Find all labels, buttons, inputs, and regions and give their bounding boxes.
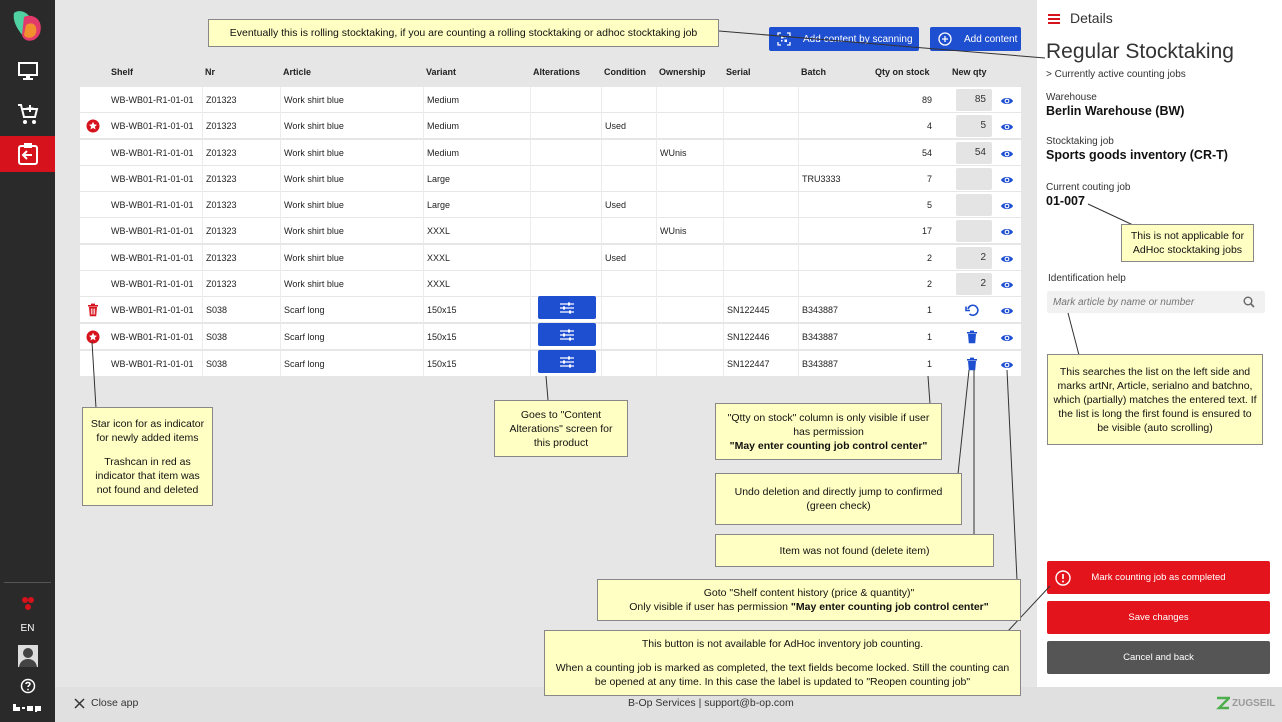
history-view-button[interactable] xyxy=(1000,225,1014,243)
eye-icon xyxy=(1000,332,1014,344)
identification-help-label: Identification help xyxy=(1048,273,1126,284)
panel-header: Details xyxy=(1070,10,1113,26)
cell-shelf: WB-WB01-R1-01-01 xyxy=(111,95,194,105)
breadcrumb[interactable]: > Currently active counting jobs xyxy=(1046,69,1186,80)
cell-batch xyxy=(798,218,868,244)
cell-batch: TRU3333 xyxy=(798,166,868,192)
history-view-button[interactable] xyxy=(1000,304,1014,322)
cell-article: Work shirt blue xyxy=(280,87,423,113)
cell-qty: 1 xyxy=(926,332,932,342)
cell-qty: 17 xyxy=(921,226,932,236)
new-qty-input[interactable]: 2 xyxy=(956,247,992,269)
bop-logo xyxy=(0,700,55,714)
add-by-scanning-label: Add content by scanning xyxy=(803,33,913,45)
cell-variant: Medium xyxy=(423,140,530,166)
cell-alterations xyxy=(530,87,601,113)
cell-variant: XXXL xyxy=(423,271,530,297)
identification-search-box[interactable] xyxy=(1047,291,1265,313)
note-qty-text: "Qtty on stock" column is only visible if user has permission xyxy=(727,411,930,438)
cell-shelf: WB-WB01-R1-01-01 xyxy=(111,174,194,184)
cell-condition xyxy=(601,297,656,323)
sliders-icon xyxy=(559,328,575,342)
qr-scan-icon xyxy=(777,32,791,46)
note-search xyxy=(1047,354,1263,445)
zugseil-logo xyxy=(1216,696,1275,710)
eye-icon xyxy=(1000,305,1014,317)
cell-shelf: WB-WB01-R1-01-01 xyxy=(111,148,194,158)
cell-article: Work shirt blue xyxy=(280,140,423,166)
note-complete-button xyxy=(544,630,1021,696)
cell-variant: Large xyxy=(423,192,530,218)
col-header-nr[interactable]: Nr xyxy=(205,67,216,77)
history-view-button[interactable] xyxy=(1000,358,1014,376)
history-view-button[interactable] xyxy=(1000,199,1014,217)
eye-icon xyxy=(1000,279,1014,291)
cell-nr: Z01323 xyxy=(202,271,280,297)
identification-search-input[interactable] xyxy=(1047,291,1237,313)
new-qty-input[interactable] xyxy=(956,194,992,216)
history-view-button[interactable] xyxy=(1000,278,1014,296)
cell-qty: 7 xyxy=(926,174,932,184)
cell-variant: Medium xyxy=(423,87,530,113)
cell-batch: B343887 xyxy=(798,351,868,377)
cell-shelf: WB-WB01-R1-01-01 xyxy=(111,121,194,131)
delete-item-button[interactable] xyxy=(965,357,979,376)
cell-ownership xyxy=(656,297,723,323)
cell-batch: B343887 xyxy=(798,297,868,323)
table-row[interactable] xyxy=(80,351,1021,377)
cell-nr: S038 xyxy=(202,324,280,350)
cell-variant: XXXL xyxy=(423,218,530,244)
mark-completed-button[interactable] xyxy=(1047,561,1270,594)
new-item-star-icon xyxy=(86,119,100,133)
cell-nr: S038 xyxy=(202,297,280,323)
table-row[interactable] xyxy=(80,245,1021,271)
cell-alterations xyxy=(530,113,601,139)
cell-alterations xyxy=(530,140,601,166)
history-view-button[interactable] xyxy=(1000,252,1014,270)
eye-icon xyxy=(1000,148,1014,160)
cell-qty: 1 xyxy=(926,305,932,315)
new-qty-input[interactable]: 85 xyxy=(956,89,992,111)
cell-shelf: WB-WB01-R1-01-01 xyxy=(111,200,194,210)
cell-nr: S038 xyxy=(202,351,280,377)
page-title: Regular Stocktaking xyxy=(1046,40,1234,63)
note-button-line2: When a counting job is marked as completed, the text fields become locked. Still the counting can be opened at any time. In this case the label is updated to "Reopen counting job" xyxy=(555,662,1010,688)
new-item-star-icon xyxy=(86,330,100,344)
col-header-article[interactable]: Article xyxy=(283,67,312,77)
eye-icon xyxy=(1000,121,1014,133)
new-qty-input[interactable]: 2 xyxy=(956,273,992,295)
cell-variant: Medium xyxy=(423,113,530,139)
monitor-icon[interactable] xyxy=(0,56,55,86)
cell-article: Work shirt blue xyxy=(280,166,423,192)
cell-article: Scarf long xyxy=(280,324,423,350)
save-changes-button[interactable] xyxy=(1047,601,1270,634)
warehouse-value: Berlin Warehouse (BW) xyxy=(1046,104,1185,118)
note-alterations-text: Goes to "Content Alterations" screen for this product xyxy=(509,408,613,449)
col-header-new-qty[interactable]: New qty xyxy=(952,67,987,77)
cell-variant: 150x15 xyxy=(423,351,530,377)
counting-job-value: 01-007 xyxy=(1046,194,1085,208)
counting-job-label: Current couting job xyxy=(1046,182,1131,193)
col-header-ownership[interactable]: Ownership xyxy=(659,67,706,77)
undo-icon xyxy=(965,303,979,317)
eye-icon xyxy=(1000,359,1014,371)
cell-condition xyxy=(601,324,656,350)
note-alterations xyxy=(494,400,628,457)
row-status-indicator xyxy=(86,119,100,138)
alterations-button[interactable] xyxy=(538,350,596,373)
cell-variant: 150x15 xyxy=(423,324,530,350)
cell-alterations xyxy=(530,218,601,244)
cell-serial xyxy=(723,192,798,218)
add-by-scanning-button[interactable] xyxy=(769,27,919,51)
cancel-back-label: Cancel and back xyxy=(1123,652,1194,663)
cell-ownership: WUnis xyxy=(656,218,723,244)
brand-name: ZUGSEIL xyxy=(1232,697,1276,709)
cell-serial xyxy=(723,218,798,244)
cell-shelf: WB-WB01-R1-01-01 xyxy=(111,279,194,289)
cell-ownership xyxy=(656,166,723,192)
cell-condition xyxy=(601,351,656,377)
cell-ownership: WUnis xyxy=(656,140,723,166)
app-logo xyxy=(0,8,55,46)
new-qty-input[interactable] xyxy=(956,168,992,190)
note-undo-text: Undo deletion and directly jump to confirmed (green check) xyxy=(734,486,943,512)
cell-nr: Z01323 xyxy=(202,192,280,218)
cell-variant: 150x15 xyxy=(423,297,530,323)
cell-article: Work shirt blue xyxy=(280,218,423,244)
new-qty-input[interactable]: 5 xyxy=(956,115,992,137)
note-not-found-text: Item was not found (delete item) xyxy=(779,544,930,557)
eye-icon xyxy=(1000,174,1014,186)
stocktaking-nav-item[interactable] xyxy=(0,136,55,172)
cell-batch xyxy=(798,245,868,271)
cell-article: Work shirt blue xyxy=(280,192,423,218)
cell-batch xyxy=(798,140,868,166)
note-qty-bold: "May enter counting job control center" xyxy=(729,439,928,452)
cell-qty: 2 xyxy=(926,253,932,263)
cell-article: Work shirt blue xyxy=(280,271,423,297)
note-goto-history xyxy=(597,579,1021,621)
note-rolling-stocktaking xyxy=(208,19,719,47)
cancel-back-button[interactable] xyxy=(1047,641,1270,674)
cell-serial xyxy=(723,271,798,297)
new-qty-input[interactable]: 54 xyxy=(956,142,992,164)
note-button-line1: This button is not available for AdHoc inventory job counting. xyxy=(641,638,924,650)
cell-serial xyxy=(723,140,798,166)
table-row[interactable] xyxy=(80,192,1021,218)
cell-qty: 54 xyxy=(921,148,932,158)
add-content-button[interactable] xyxy=(930,27,1021,51)
eye-icon xyxy=(1000,253,1014,265)
table-row[interactable] xyxy=(80,87,1021,113)
table-row[interactable] xyxy=(80,166,1021,192)
delete-item-icon xyxy=(965,357,979,371)
row-status-indicator xyxy=(86,303,100,322)
save-changes-label: Save changes xyxy=(1128,612,1189,623)
cell-batch: B343887 xyxy=(798,324,868,350)
cell-nr: Z01323 xyxy=(202,166,280,192)
close-app-label: Close app xyxy=(91,697,139,709)
table-row[interactable] xyxy=(80,324,1021,350)
delete-item-button[interactable] xyxy=(965,330,979,349)
cell-condition: Used xyxy=(601,113,656,139)
history-view-button[interactable] xyxy=(1000,120,1014,138)
new-qty-input[interactable] xyxy=(956,220,992,242)
cell-batch xyxy=(798,87,868,113)
history-view-button[interactable] xyxy=(1000,147,1014,165)
add-content-label: Add content xyxy=(964,33,1018,45)
note-goto-bold: "May enter counting job control center" xyxy=(790,601,989,613)
cell-article: Scarf long xyxy=(280,351,423,377)
col-header-batch[interactable]: Batch xyxy=(801,67,827,77)
stocktaking-job-label: Stocktaking job xyxy=(1046,136,1114,147)
cell-alterations xyxy=(530,245,601,271)
history-view-button[interactable] xyxy=(1000,331,1014,349)
cell-ownership xyxy=(656,192,723,218)
cell-alterations xyxy=(530,166,601,192)
eye-icon xyxy=(1000,200,1014,212)
cell-serial xyxy=(723,166,798,192)
note-icons xyxy=(82,407,213,506)
note-goto-line1: Goto "Shelf content history (price & quantity)" xyxy=(703,587,915,599)
note-trash-text: Trashcan in red as indicator that item was not found and deleted xyxy=(95,455,200,496)
col-header-condition[interactable]: Condition xyxy=(604,67,646,77)
user-avatar[interactable] xyxy=(0,644,55,668)
eye-icon xyxy=(1000,95,1014,107)
cell-condition: Used xyxy=(601,245,656,271)
cell-condition: Used xyxy=(601,192,656,218)
cell-condition xyxy=(601,140,656,166)
cell-serial xyxy=(723,245,798,271)
cell-ownership xyxy=(656,324,723,350)
cell-shelf: WB-WB01-R1-01-01 xyxy=(111,359,194,369)
close-app-button[interactable] xyxy=(74,697,138,709)
note-qty-stock xyxy=(715,403,942,460)
help-icon[interactable] xyxy=(0,676,55,696)
note-not-found xyxy=(715,534,994,567)
cell-serial xyxy=(723,113,798,139)
table-row[interactable] xyxy=(80,297,1021,323)
cell-serial xyxy=(723,87,798,113)
stocktaking-job-value: Sports goods inventory (CR-T) xyxy=(1046,148,1228,162)
cell-serial: SN122446 xyxy=(723,324,798,350)
cell-qty: 1 xyxy=(926,359,932,369)
cart-add-icon[interactable] xyxy=(0,98,55,130)
cell-shelf: WB-WB01-R1-01-01 xyxy=(111,305,194,315)
cell-nr: Z01323 xyxy=(202,87,280,113)
cell-condition xyxy=(601,218,656,244)
cell-shelf: WB-WB01-R1-01-01 xyxy=(111,253,194,263)
close-icon xyxy=(74,698,85,709)
cell-article: Work shirt blue xyxy=(280,113,423,139)
deleted-trash-icon xyxy=(86,303,100,317)
cell-ownership xyxy=(656,87,723,113)
side-nav xyxy=(0,0,55,722)
cell-ownership xyxy=(656,113,723,139)
warehouse-label: Warehouse xyxy=(1046,92,1097,103)
cell-variant: Large xyxy=(423,166,530,192)
cell-qty: 5 xyxy=(926,200,932,210)
cell-article: Scarf long xyxy=(280,297,423,323)
note-goto-line2: Only visible if user has permission xyxy=(629,601,788,613)
table-row[interactable] xyxy=(80,218,1021,244)
table-row[interactable] xyxy=(80,113,1021,139)
alterations-button[interactable] xyxy=(538,296,596,319)
cell-variant: XXXL xyxy=(423,245,530,271)
cell-alterations xyxy=(530,271,601,297)
cell-shelf: WB-WB01-R1-01-01 xyxy=(111,226,194,236)
col-header-variant[interactable]: Variant xyxy=(426,67,457,77)
table-row[interactable] xyxy=(80,271,1021,297)
note-undo xyxy=(715,473,962,525)
cell-serial: SN122447 xyxy=(723,351,798,377)
mark-completed-label: Mark counting job as completed xyxy=(1091,572,1226,583)
cell-alterations xyxy=(530,192,601,218)
nav-divider xyxy=(4,582,51,583)
search-icon[interactable] xyxy=(1243,296,1255,308)
col-header-shelf[interactable]: Shelf xyxy=(111,67,134,77)
note-adhoc-text: This is not applicable for AdHoc stocktaking jobs xyxy=(1130,230,1245,256)
cell-qty: 4 xyxy=(926,121,932,131)
menu-icon[interactable] xyxy=(1047,13,1061,25)
cell-batch xyxy=(798,113,868,139)
sliders-icon xyxy=(559,301,575,315)
note-search-text: This searches the list on the left side and marks artNr, Article, serialno and batchno, which (partially) matches the entered text. If the list is long the first found is ensured to be visible (auto scrolling) xyxy=(1053,365,1257,434)
undo-deletion-button[interactable] xyxy=(965,303,979,322)
cell-batch xyxy=(798,192,868,218)
cell-qty: 89 xyxy=(921,95,932,105)
note-rolling-text: Eventually this is rolling stocktaking, if you are counting a rolling stocktaking or adhoc stocktaking job xyxy=(229,27,698,39)
sliders-icon xyxy=(559,355,575,369)
cell-nr: Z01323 xyxy=(202,140,280,166)
language-switch[interactable]: EN xyxy=(20,622,35,634)
cell-article: Work shirt blue xyxy=(280,245,423,271)
alterations-button[interactable] xyxy=(538,323,596,346)
footer-support-text: B-Op Services | support@b-op.com xyxy=(628,697,794,709)
col-header-qty-on-stock[interactable]: Qty on stock xyxy=(875,67,930,77)
cell-serial: SN122445 xyxy=(723,297,798,323)
cell-ownership xyxy=(656,351,723,377)
plus-circle-icon xyxy=(938,32,952,46)
row-status-indicator xyxy=(86,330,100,349)
history-view-button[interactable] xyxy=(1000,94,1014,112)
cell-condition xyxy=(601,166,656,192)
logo-dots-icon xyxy=(0,594,55,614)
cell-nr: Z01323 xyxy=(202,218,280,244)
table-row[interactable] xyxy=(80,140,1021,166)
cell-shelf: WB-WB01-R1-01-01 xyxy=(111,332,194,342)
col-header-alterations[interactable]: Alterations xyxy=(533,67,581,77)
note-star-text: Star icon for as indicator for newly added items xyxy=(90,417,205,444)
cell-ownership xyxy=(656,271,723,297)
cell-nr: Z01323 xyxy=(202,245,280,271)
eye-icon xyxy=(1000,226,1014,238)
delete-item-icon xyxy=(965,330,979,344)
alert-circle-icon xyxy=(1055,570,1071,586)
cell-condition xyxy=(601,271,656,297)
cell-batch xyxy=(798,271,868,297)
note-adhoc xyxy=(1121,224,1254,262)
cell-qty: 2 xyxy=(926,279,932,289)
cell-condition xyxy=(601,87,656,113)
cell-ownership xyxy=(656,245,723,271)
history-view-button[interactable] xyxy=(1000,173,1014,191)
col-header-serial[interactable]: Serial xyxy=(726,67,751,77)
cell-nr: Z01323 xyxy=(202,113,280,139)
